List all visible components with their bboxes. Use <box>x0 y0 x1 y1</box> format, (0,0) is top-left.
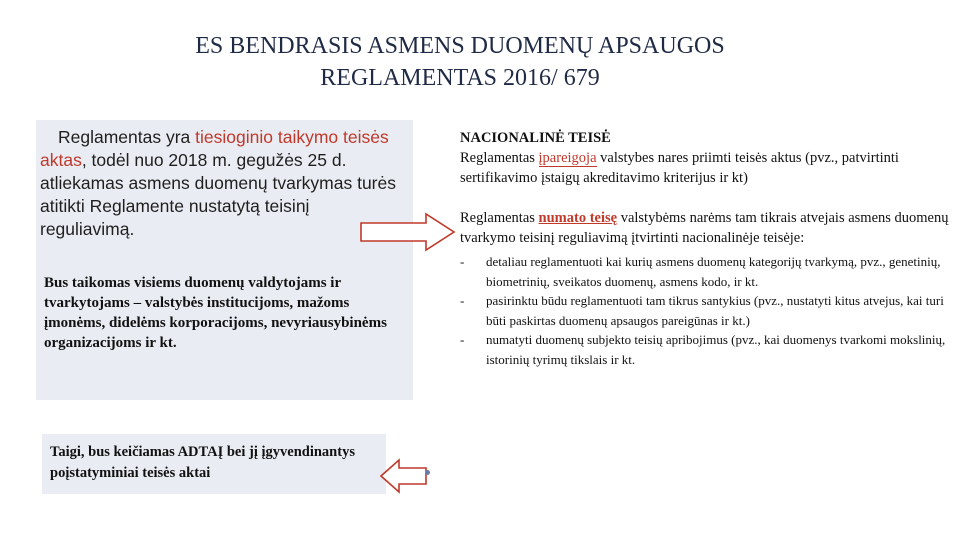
list-item <box>460 252 950 291</box>
list-item-text: pasirinktu būdu reglamentuoti tam tikrus santykius (pvz., nustatyti kitus atvejus, kai turi būti paskirtas duomenų apsaugos pareigūnas ir kt.) <box>486 293 944 328</box>
applicability-text: Bus taikomas visiems duomenų valdytojams ir tvarkytojams – valstybės institucijoms, mažoms įmonėms, didelėms korporacijoms, nevyriausybinėms organizacijoms ir kt. <box>44 275 387 351</box>
national-law-section <box>460 128 950 369</box>
direct-effect-highlight: tiesioginio taikymo teisės aktas <box>40 127 389 170</box>
obligation-text-start: Reglamentas <box>460 150 539 166</box>
dash-marker: - <box>460 254 465 269</box>
list-item <box>460 330 950 369</box>
page-title <box>80 30 840 94</box>
obligation-paragraph <box>460 148 950 188</box>
dash-marker: - <box>460 332 465 347</box>
list-item <box>460 291 950 330</box>
direct-effect-box <box>36 120 413 400</box>
adtaa-change-box: Taigi, bus keičiamas ADTAĮ bei jį įgyvendinantys poįstatyminiai teisės aktai <box>42 434 386 494</box>
title-line-1: ES BENDRASIS ASMENS DUOMENŲ APSAUGOS <box>195 33 725 59</box>
list-item-text: numatyti duomenų subjekto teisių apribojimus (pvz., kai duomenys tvarkomi mokslinių, istorinių tyrimų tikslais ir kt. <box>486 332 946 367</box>
right-text-start: Reglamentas <box>460 210 539 226</box>
title-line-2: REGLAMENTAS 2016/ 679 <box>320 65 600 91</box>
obligation-highlight: įpareigoja <box>538 150 597 166</box>
intro-paragraph <box>40 126 405 241</box>
right-text-end: valstybėms narėms tam tikrais atvejais asmens duomenų tvarkymo teisinį reguliavimą įtvirtinti nacionalinėje teisėje: <box>460 210 949 246</box>
right-highlight: numato teisę <box>538 210 618 226</box>
right-paragraph <box>460 208 950 248</box>
dash-marker: - <box>460 293 465 308</box>
bullet-dot <box>425 470 430 475</box>
obligation-text-end: valstybes nares priimti teisės aktus (pvz., patvirtinti sertifikavimo įstaigų akreditavimo kriterijus ir kt) <box>460 150 899 186</box>
arrow-right-icon <box>360 212 456 252</box>
national-law-heading: NACIONALINĖ TEISĖ <box>460 130 611 146</box>
intro-text-start: Reglamentas yra <box>58 127 196 147</box>
national-options-list <box>460 252 950 369</box>
arrow-left-icon <box>379 458 427 494</box>
list-item-text: detaliau reglamentuoti kai kurių asmens duomenų kategorijų tvarkymą, pvz., genetinių, biometrinių, sveikatos duomenų, asmens kodo, ir kt. <box>486 254 941 289</box>
intro-text-end: , todėl nuo 2018 m. gegužės 25 d. atliekamas asmens duomenų tvarkymas turės atitikti Reglamente nustatytą teisinį reguliavimą. <box>40 150 396 239</box>
